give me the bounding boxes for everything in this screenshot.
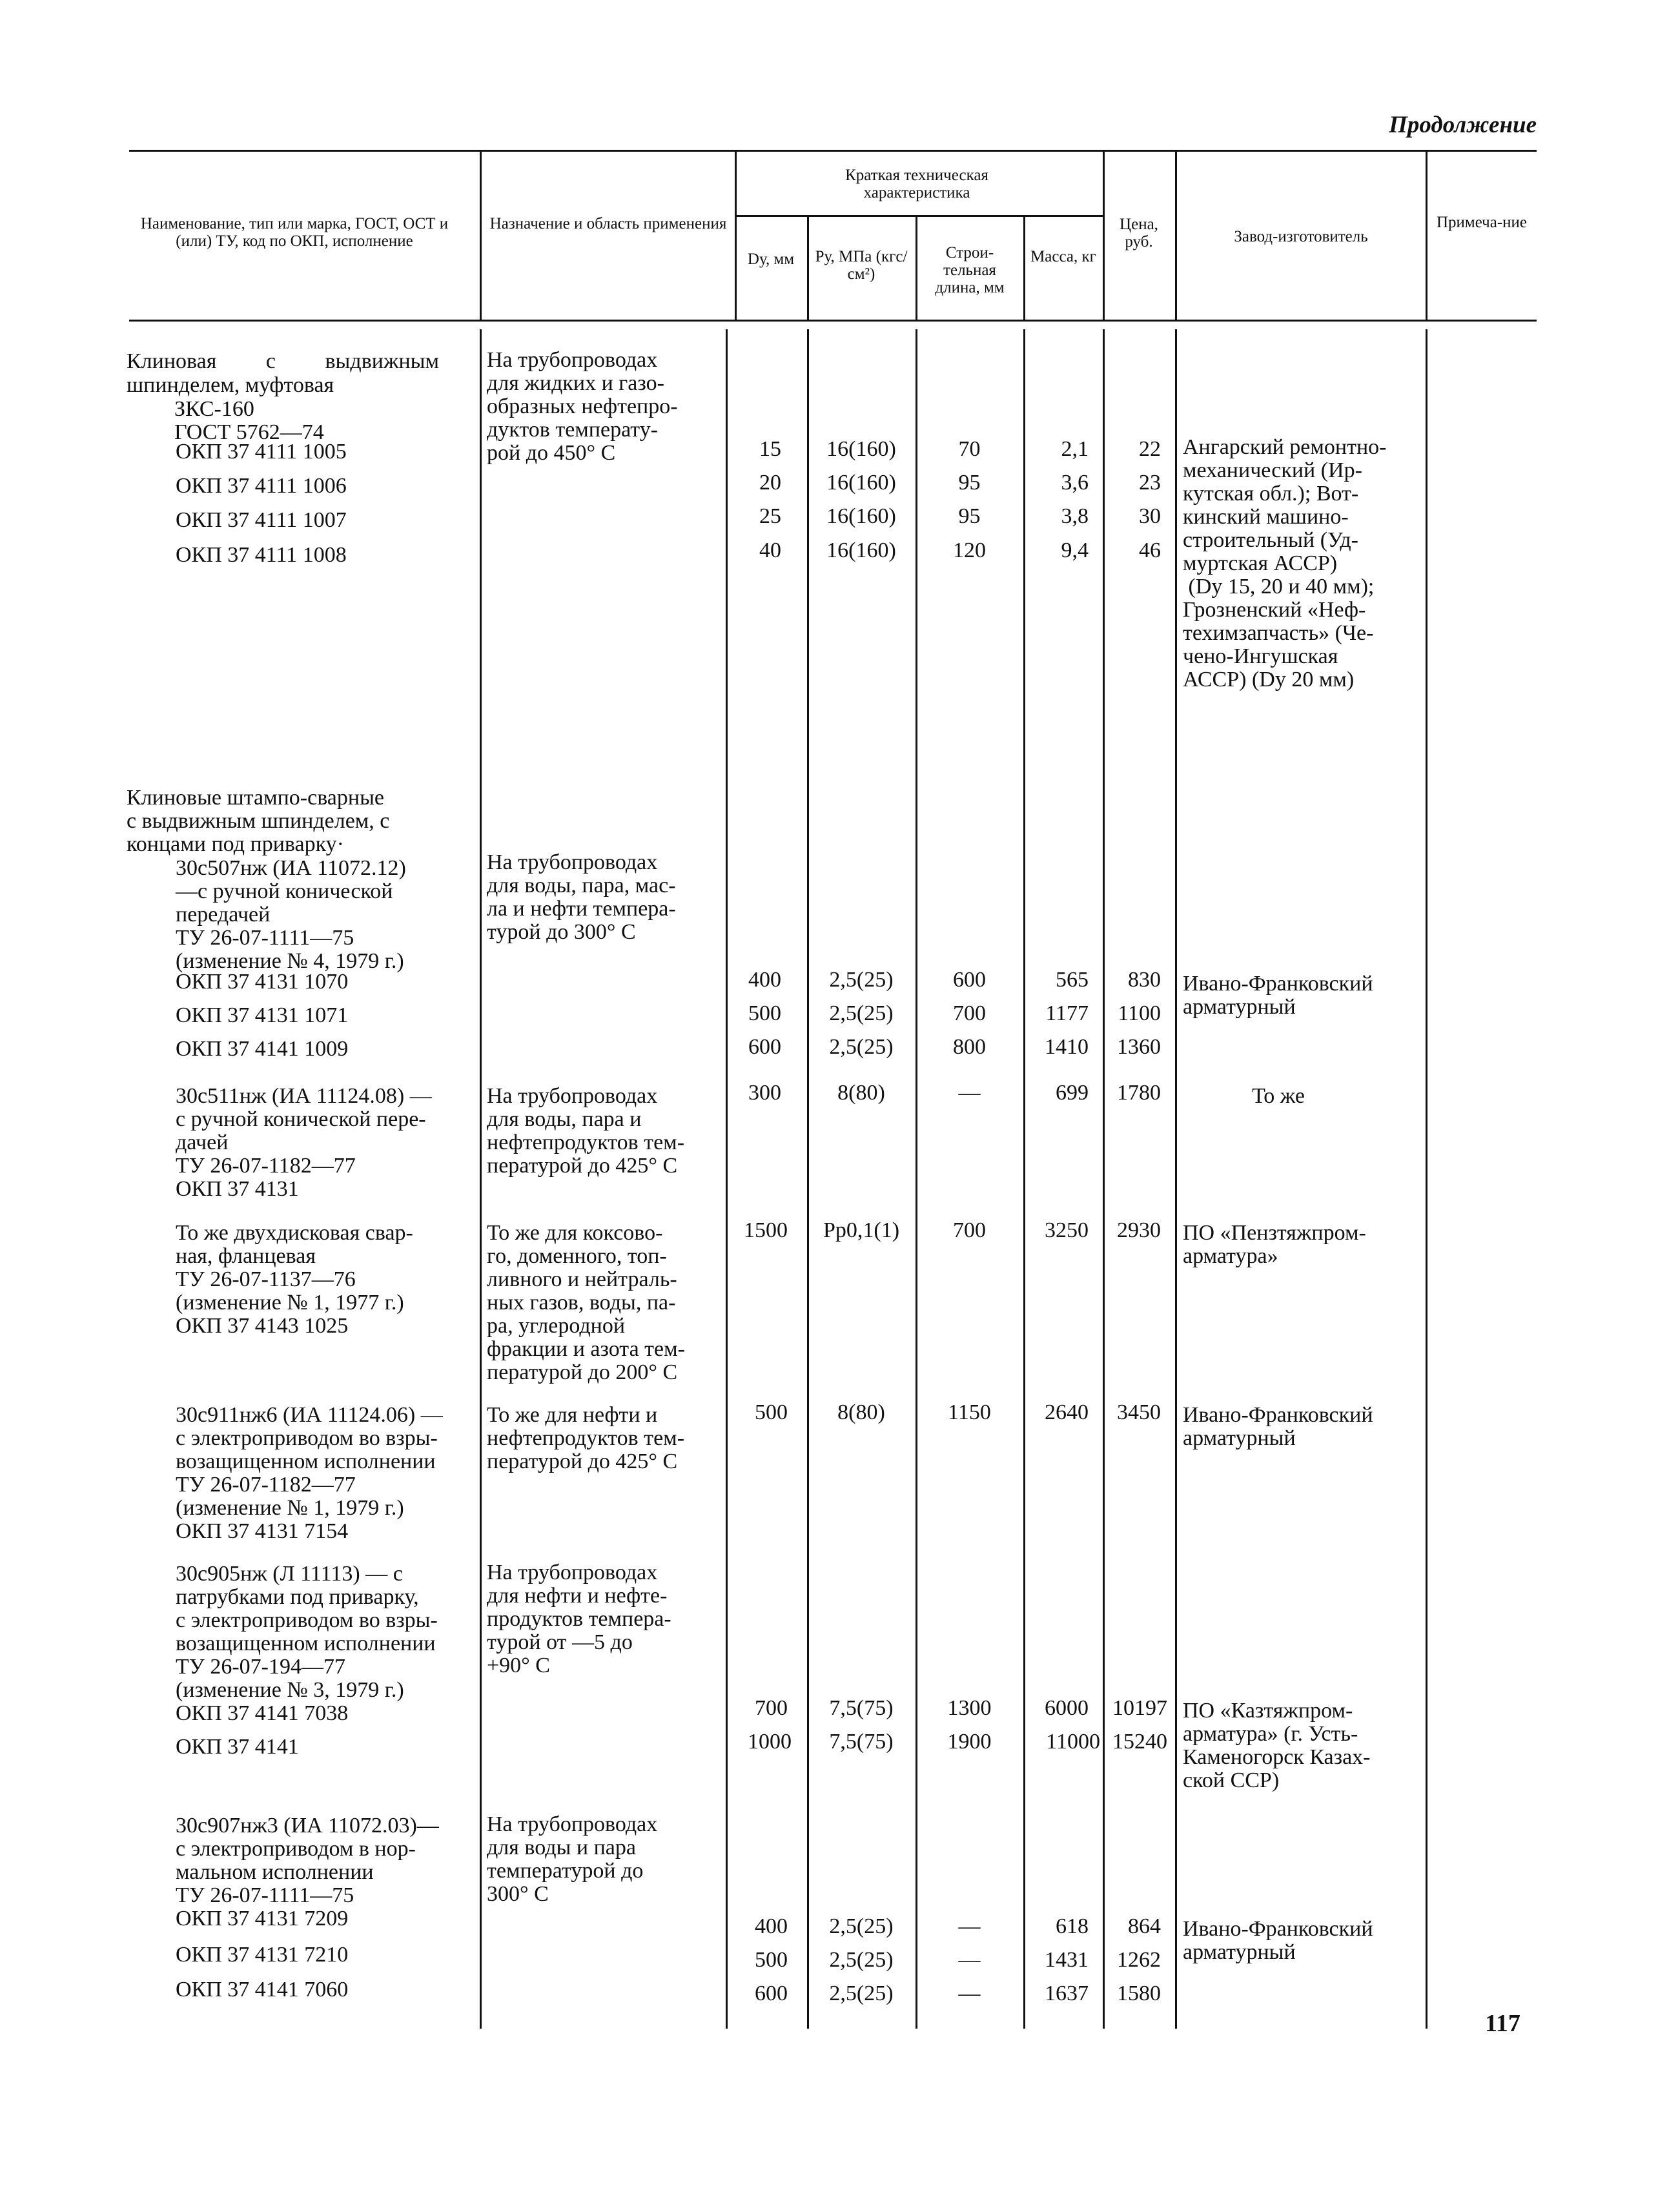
header-divider [1175, 150, 1177, 320]
g7-price: 864 [1128, 1914, 1161, 1938]
g7-dy: 400 [755, 1914, 788, 1938]
g6-py: 7,5(75) [829, 1696, 894, 1720]
g1-dy: 40 [759, 538, 781, 562]
header-divider [916, 216, 917, 320]
g1-dy: 20 [759, 471, 781, 495]
g2-price: 1100 [1118, 1001, 1161, 1025]
g3-dy: 300 [748, 1081, 781, 1105]
g2-okp: ОКП 37 4141 1009 [176, 1037, 349, 1061]
g4-py: Рр0,1(1) [823, 1218, 900, 1242]
g6-okp: ОКП 37 4141 [176, 1735, 299, 1759]
g3-py: 8(80) [837, 1081, 885, 1105]
g1-price: 23 [1139, 471, 1161, 495]
g7-okp: ОКП 37 4131 7210 [176, 1943, 349, 1967]
g2-length: 700 [953, 1001, 986, 1025]
g1-price: 30 [1139, 504, 1161, 528]
g2-dy: 600 [748, 1035, 781, 1059]
g7-mass: 618 [1056, 1914, 1089, 1938]
g6-length: 1900 [947, 1730, 992, 1754]
table-top-rule [129, 150, 1537, 152]
g1-name-line: шпинделем, муфтовая [127, 373, 334, 397]
g1-dy: 25 [759, 504, 781, 528]
g1-name-line: ЗКС-160 [174, 397, 254, 421]
continuation-label: Продолжение [1389, 112, 1537, 138]
g2-factory: Ивано-Франковский арматурный [1183, 972, 1373, 1019]
g3-factory: То же [1252, 1084, 1305, 1108]
header-divider [1103, 150, 1105, 320]
header-divider [480, 150, 482, 320]
g7-okp: ОКП 37 4131 7209 [176, 1907, 349, 1930]
header-note: Примеча-ние [1436, 214, 1528, 231]
g2-py: 2,5(25) [829, 1001, 894, 1025]
column-divider [1426, 329, 1427, 2029]
g7-py: 2,5(25) [829, 1948, 894, 1972]
g6-price: 10197 [1112, 1696, 1167, 1720]
g1-mass: 3,8 [1061, 504, 1089, 528]
header-bottom-rule [129, 320, 1537, 322]
column-divider [916, 329, 917, 2029]
header-divider [807, 216, 809, 320]
column-divider [1103, 329, 1105, 2029]
g7-factory: Ивано-Франковский арматурный [1183, 1917, 1373, 1964]
tech-subheader-rule [736, 215, 1104, 217]
column-divider [480, 329, 482, 2029]
g2-mass: 1410 [1045, 1035, 1089, 1059]
g1-py: 16(160) [826, 504, 896, 528]
g2-purpose: На трубопроводах для воды, пара, мас- ла и нефти темпера- турой до 300° С [487, 850, 676, 944]
g1-dy: 15 [759, 437, 781, 461]
g2-intro: Клиновые штампо-сварные с выдвижным шпинделем, с концами под приварку· [127, 786, 390, 856]
g1-okp: ОКП 37 4111 1006 [176, 474, 347, 498]
g2-py: 2,5(25) [829, 1035, 894, 1059]
g1-okp: ОКП 37 4111 1005 [176, 440, 347, 464]
g2-length: 600 [953, 968, 986, 992]
g4-factory: ПО «Пензтяжпром- арматура» [1183, 1221, 1366, 1268]
g7-price: 1262 [1117, 1948, 1161, 1972]
g4-name: То же двухдисковая свар- ная, фланцевая ТУ 26-07-1137—76 (изменение № 1, 1977 г.) ОКП 37 4143 1025 [176, 1221, 413, 1338]
g6-purpose: На трубопроводах для нефти и нефте- продуктов темпера- турой от —5 до +90° С [487, 1561, 671, 1677]
header-divider [735, 150, 737, 320]
header-purpose: Назначение и область применения [489, 215, 727, 232]
g4-purpose: То же для коксово- го, доменного, топ- ливного и нейтраль- ных газов, воды, па- ра, углеродной фракции и азота тем- пературой до 200° С [487, 1221, 685, 1384]
g1-okp: ОКП 37 4111 1008 [176, 543, 347, 567]
g2-dy: 400 [748, 968, 781, 992]
g2-price: 1360 [1117, 1035, 1161, 1059]
g1-okp: ОКП 37 4111 1007 [176, 508, 347, 532]
g2-mass: 565 [1056, 968, 1089, 992]
g1-length: 95 [958, 504, 981, 528]
g5-dy: 500 [755, 1400, 788, 1424]
g4-length: 700 [953, 1218, 986, 1242]
g6-okp: ОКП 37 4141 7038 [176, 1701, 349, 1725]
header-price: Цена, руб. [1120, 216, 1158, 251]
g1-length: 95 [958, 471, 981, 495]
g2-dy: 500 [748, 1001, 781, 1025]
page-number: 117 [1485, 2010, 1520, 2037]
g2-okp: ОКП 37 4131 1071 [176, 1003, 349, 1027]
g1-name-line: ГОСТ 5762—74 [174, 420, 324, 444]
column-divider [1175, 329, 1177, 2029]
g7-py: 2,5(25) [829, 1914, 894, 1938]
header-mass: Масса, кг [1030, 248, 1096, 265]
g7-py: 2,5(25) [829, 1982, 894, 2005]
header-dy: Dу, мм [747, 251, 795, 268]
g1-price: 46 [1139, 538, 1161, 562]
g1-py: 16(160) [826, 437, 896, 461]
g1-purpose: На трубопроводах для жидких и газо- образных нефтепро- дуктов температу- рой до 450° С [487, 348, 678, 465]
g3-length: — [958, 1081, 981, 1105]
header-tech: Краткая техническая характеристика [845, 167, 988, 201]
g7-mass: 1637 [1045, 1982, 1089, 2005]
g2-py: 2,5(25) [829, 968, 894, 992]
g5-mass: 2640 [1045, 1400, 1089, 1424]
g6-mass: 6000 [1045, 1696, 1089, 1720]
g7-dy: 500 [755, 1948, 788, 1972]
g5-name: 30с911нж6 (ИА 11124.06) — с электроприводом во взры- возащищенном исполнении ТУ 26-07-1182—77 (изменение № 1, 1979 г.) ОКП 37 4131 7154 [176, 1403, 443, 1543]
g4-price: 2930 [1117, 1218, 1161, 1242]
g1-mass: 3,6 [1061, 471, 1089, 495]
header-name: Наименование, тип или марка, ГОСТ, ОСТ и (или) ТУ, код по ОКП, исполнение [140, 215, 449, 250]
g2-length: 800 [953, 1035, 986, 1059]
header-divider [1023, 216, 1025, 320]
g3-purpose: На трубопроводах для воды, пара и нефтепродуктов тем- пературой до 425° С [487, 1084, 685, 1178]
g7-length: — [958, 1982, 981, 2005]
g1-length: 120 [953, 538, 986, 562]
g3-mass: 699 [1056, 1081, 1089, 1105]
g7-length: — [958, 1948, 981, 1972]
column-divider [807, 329, 809, 2029]
g1-py: 16(160) [826, 471, 896, 495]
g5-purpose: То же для нефти и нефтепродуктов тем- пературой до 425° С [487, 1403, 685, 1473]
g7-okp: ОКП 37 4141 7060 [176, 1978, 349, 2002]
g6-price: 15240 [1112, 1730, 1167, 1754]
g7-dy: 600 [755, 1982, 788, 2005]
g3-name: 30с511нж (ИА 11124.08) — с ручной конической пере- дачей ТУ 26-07-1182—77 ОКП 37 4131 [176, 1084, 432, 1201]
g7-length: — [958, 1914, 981, 1938]
g6-factory: ПО «Казтяжпром- арматура» (г. Усть- Каменогорск Казах- ской ССР) [1183, 1699, 1371, 1792]
g5-factory: Ивано-Франковский арматурный [1183, 1403, 1373, 1450]
column-divider [1023, 329, 1025, 2029]
g7-purpose: На трубопроводах для воды и пара температурой до 300° С [487, 1812, 658, 1906]
g6-dy: 1000 [748, 1730, 792, 1754]
g6-length: 1300 [947, 1696, 992, 1720]
g7-name: 30с907нж3 (ИА 11072.03)— с электроприводом в нор- мальном исполнении ТУ 26-07-1111—75 [176, 1814, 439, 1907]
g2-price: 830 [1128, 968, 1161, 992]
header-divider [1426, 150, 1427, 320]
g4-dy: 1500 [744, 1218, 788, 1242]
g1-mass: 2,1 [1061, 437, 1089, 461]
g2-mass: 1177 [1045, 1001, 1089, 1025]
g5-py: 8(80) [837, 1400, 885, 1424]
g4-mass: 3250 [1045, 1218, 1089, 1242]
g6-mass: 11000 [1046, 1730, 1100, 1754]
g2-name: 30с507нж (ИА 11072.12) —с ручной конической передачей ТУ 26-07-1111—75 (изменение № 4, 1979 г.) [176, 856, 406, 973]
g6-py: 7,5(75) [829, 1730, 894, 1754]
g5-price: 3450 [1117, 1400, 1161, 1424]
header-length: Строи-тельная длина, мм [935, 244, 1005, 296]
g3-price: 1780 [1117, 1081, 1161, 1105]
header-factory: Завод-изготовитель [1234, 228, 1368, 245]
g7-mass: 1431 [1045, 1948, 1089, 1972]
g1-length: 70 [958, 437, 981, 461]
column-divider [726, 329, 728, 2029]
header-py: Pу, МПа (кгс/см²) [815, 248, 908, 283]
g1-price: 22 [1139, 437, 1161, 461]
g6-name: 30с905нж (Л 11113) — с патрубками под приварку, с электроприводом во взры- возащищенном исполнении ТУ 26-07-194—77 (изменение № 3, 1979 г.) [176, 1562, 438, 1702]
g2-okp: ОКП 37 4131 1070 [176, 970, 349, 994]
g1-factory: Ангарский ремонтно- механический (Ир- кутская обл.); Вот- кинский машино- строительный (Уд- муртская АССР) (Dу 15, 20 и 40 мм); Грозненский «Неф- техимзапчасть» (Че- чено-Ингушская АССР) (Dу 20 мм) [1183, 435, 1387, 691]
g5-length: 1150 [948, 1400, 991, 1424]
g6-dy: 700 [755, 1696, 788, 1720]
g1-name-line: Клиновая с выдвижным [127, 349, 439, 373]
g1-py: 16(160) [826, 538, 896, 562]
g1-mass: 9,4 [1061, 538, 1089, 562]
g7-price: 1580 [1117, 1982, 1161, 2005]
